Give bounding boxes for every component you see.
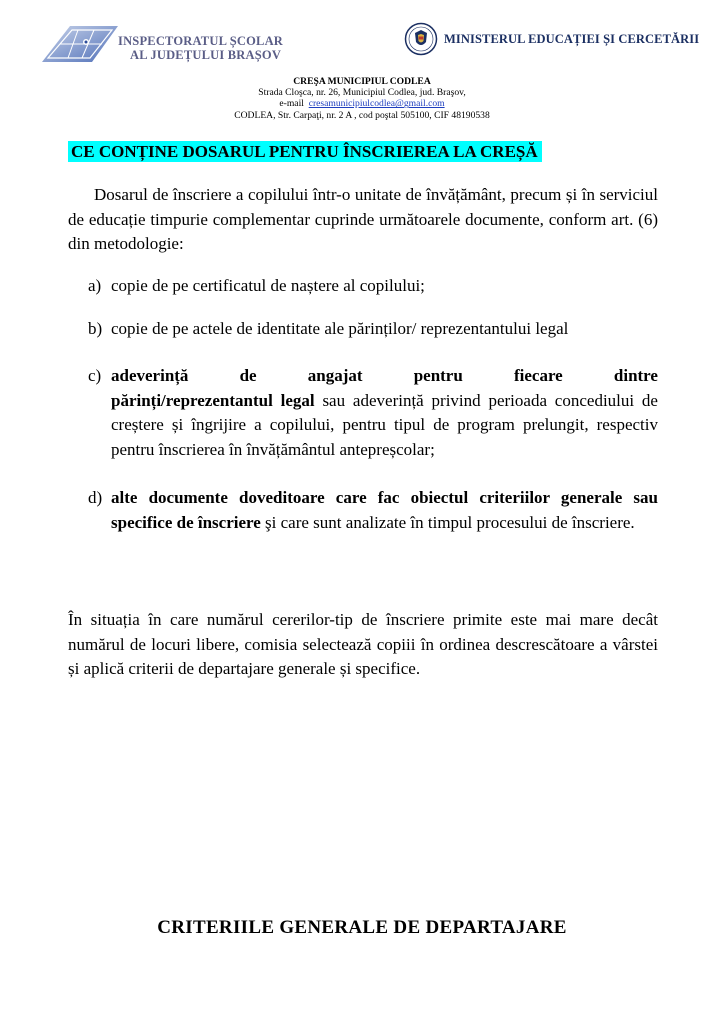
institution-info — [0, 76, 724, 121]
institution-email-line — [0, 98, 724, 109]
list-letter-b: b) — [88, 319, 103, 338]
list-c-word-5: fiecare — [513, 366, 563, 385]
institution-address: Strada Cloşca, nr. 26, Municipiul Codlea, jud. Braşov, — [258, 87, 466, 99]
list-letter-d: d) — [88, 488, 103, 507]
institution-address-2: CODLEA, Str. Carpaţi, nr. 2 A , cod poştal 505100, CIF 48190538 — [234, 109, 490, 121]
list-c-word-6: dintre — [613, 366, 658, 385]
email-label: e-mail — [279, 98, 304, 110]
list-c-bold: părinți/reprezentantul legal — [111, 390, 315, 410]
list-letter-c: c) — [88, 366, 102, 385]
list-letter-a: a) — [88, 276, 102, 295]
isj-brasov-logo-icon — [40, 20, 120, 64]
list-text-a: copie de pe certificatul de naștere al copilului; — [111, 276, 425, 295]
isj-logo-line-2: AL JUDEȚULUI BRAȘOV — [130, 48, 282, 62]
list-text-d — [111, 486, 658, 535]
ministry-logo — [404, 22, 704, 58]
isj-logo-text — [118, 34, 284, 62]
email-link[interactable]: cresamunicipiulcodlea@gmail.com — [308, 98, 445, 110]
ministry-name: MINISTERUL EDUCAȚIEI ȘI CERCETĂRII — [444, 32, 700, 46]
document-title: CE CONȚINE DOSARUL PENTRU ÎNSCRIEREA LA CREȘĂ — [68, 141, 542, 162]
romania-coat-of-arms-icon — [404, 22, 438, 56]
intro-paragraph: Dosarul de înscriere a copilului într-o unitate de învățământ, precum și în serviciul de educație timpurie complementar cuprinde următoarele documente, conform art. (6) din metodologie: — [68, 185, 658, 253]
institution-name: CREŞA MUNICIPIUL CODLEA — [293, 76, 431, 87]
section-title: CRITERIILE GENERALE DE DEPARTAJARE — [157, 917, 567, 938]
list-c-word-4: pentru — [413, 366, 463, 385]
list-text-c — [111, 364, 658, 462]
isj-logo-line-1: INSPECTORATUL ȘCOLAR — [118, 34, 284, 48]
outro-paragraph: În situația în care numărul cererilor-tip de înscriere primite este mai mare decât numărul de locuri libere, comisia selectează copiii în ordinea descrescătoare a vârstei și aplică criterii de departajare generale și specifice. — [68, 610, 658, 678]
list-text-b: copie de pe actele de identitate ale părinților/ reprezentantului legal — [111, 319, 569, 338]
list-c-rest: sau adeverință privind perioada concediului de creștere și îngrijire a copilului, pentru tipul de program prelungit, respectiv pentru înscrierea în învățământul antepreșcolar; — [111, 390, 658, 459]
list-c-word-1: adeverință — [111, 366, 189, 385]
isj-logo — [40, 20, 284, 66]
list-c-word-2: de — [239, 366, 257, 385]
list-d-bold: alte documente doveditoare care fac obiectul criteriilor generale sau specifice de înscriere — [111, 488, 658, 532]
list-c-word-3: angajat — [307, 366, 363, 385]
list-d-rest: şi care sunt analizate în timpul procesului de înscriere. — [260, 512, 635, 532]
